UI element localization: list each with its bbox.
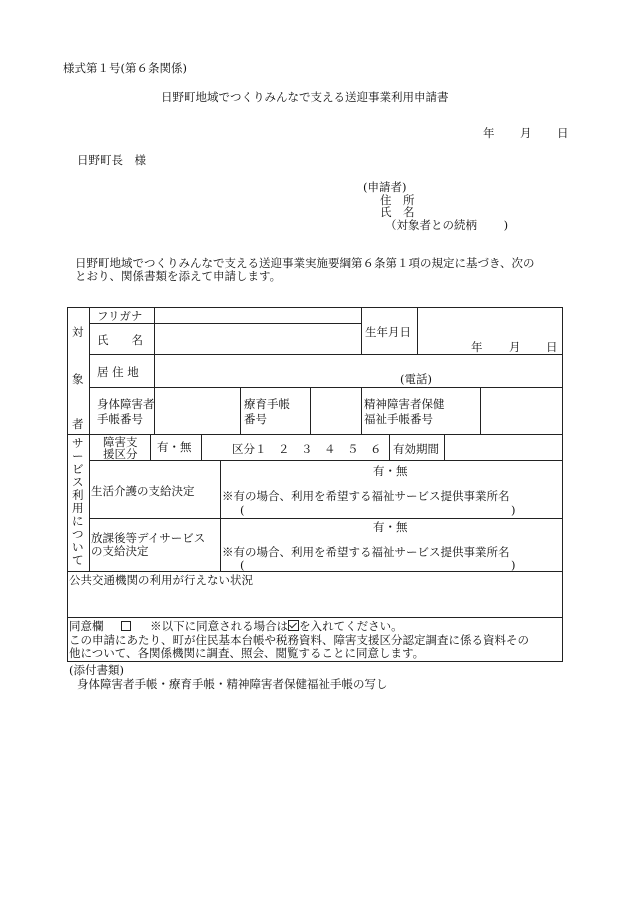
after-school-paren-close: ) (511, 558, 516, 572)
service-label-2: ー (72, 449, 84, 463)
intro-line-2: とおり、関係書類を添えて申請します。 (75, 269, 282, 283)
residence-label: 居 住 地 (97, 365, 139, 379)
transit-status-label: 公共交通機関の利用が行えない状況 (69, 573, 253, 587)
consent-text-1: この申請にあたり、町が住民基本台帳や税務資料、障害支援区分認定調査に係る資料その (69, 633, 529, 647)
service-label-6: 用 (72, 501, 84, 515)
service-label-5: 利 (72, 488, 84, 502)
service-label-1: サ (72, 436, 84, 450)
applicant-label: (申請者) (363, 180, 407, 194)
consent-note-post: を入れてください。 (299, 619, 403, 633)
life-care-label: 生活介護の支給決定 (91, 484, 195, 498)
phone-label: (電話) (400, 372, 432, 386)
disability-class-label-2: 援区分 (103, 447, 138, 461)
physical-cert-label-2: 手帳番号 (97, 412, 143, 426)
birth-month: 月 (509, 340, 521, 354)
consent-note-pre: ※以下に同意される場合は (150, 619, 289, 633)
mental-cert-label-1: 精神障害者保健 (364, 397, 445, 411)
physical-cert-label-1: 身体障害者 (97, 397, 155, 411)
date-month: 月 (520, 126, 532, 140)
service-label-7: に (72, 514, 84, 528)
after-school-has-none[interactable]: 有・無 (373, 520, 408, 534)
mental-cert-label-2: 福祉手帳番号 (364, 412, 433, 426)
service-label-3: ビ (72, 462, 84, 476)
birth-day: 日 (546, 340, 558, 354)
consent-checkbox[interactable] (121, 621, 131, 631)
disability-class-numbers[interactable]: 区分１ ２ ３ ４ ５ ６ (232, 442, 382, 456)
life-care-note: ※有の場合、利用を希望する福祉サービス提供事業所名 (222, 489, 510, 503)
after-school-label-2: の支給決定 (91, 544, 149, 558)
attachments-label: (添付書類) (69, 663, 124, 677)
disability-class-label-1: 障害支 (103, 435, 138, 449)
consent-label: 同意欄 (69, 619, 104, 633)
after-school-note: ※有の場合、利用を希望する福祉サービス提供事業所名 (222, 545, 510, 559)
rehab-cert-label-2: 番号 (244, 412, 267, 426)
check-icon (288, 620, 299, 631)
target-label-2: 象 (72, 372, 84, 386)
service-label-9: い (72, 540, 84, 554)
applicant-name: 氏 名 (380, 205, 415, 219)
after-school-label-1: 放課後等デイサービス (91, 531, 206, 545)
addressee: 日野町長 様 (77, 153, 146, 167)
consent-row (69, 619, 403, 633)
disability-has-none[interactable]: 有・無 (157, 440, 192, 454)
birthdate-label: 生年月日 (365, 325, 411, 339)
name-label: 氏 名 (97, 333, 143, 347)
attachments-item: 身体障害者手帳・療育手帳・精神障害者保健福祉手帳の写し (77, 677, 388, 691)
life-care-paren-open: ( (240, 503, 245, 517)
form-number: 様式第１号(第６条関係) (63, 61, 187, 75)
applicant-relation: （対象者との続柄 ) (385, 218, 509, 232)
applicant-address: 住 所 (380, 193, 415, 207)
service-label-8: つ (72, 527, 84, 541)
date-day: 日 (557, 126, 569, 140)
target-label-1: 対 (72, 325, 84, 339)
life-care-paren-close: ) (511, 503, 516, 517)
consent-text-2: 他について、各関係機関に調査、照会、閲覧することに同意します。 (69, 646, 425, 660)
date-year: 年 (483, 126, 495, 140)
life-care-has-none[interactable]: 有・無 (373, 464, 408, 478)
valid-period-label: 有効期間 (393, 442, 439, 456)
furigana-label: フリガナ (97, 309, 143, 323)
service-label-4: ス (72, 475, 84, 489)
birth-year: 年 (471, 340, 483, 354)
after-school-paren-open: ( (240, 558, 245, 572)
document-title: 日野町地域でつくりみんなで支える送迎事業利用申請書 (161, 90, 449, 104)
intro-line-1: 日野町地域でつくりみんなで支える送迎事業実施要綱第６条第１項の規定に基づき、次の (75, 256, 535, 270)
target-label-3: 者 (72, 417, 84, 431)
service-label-10: て (72, 553, 84, 567)
rehab-cert-label-1: 療育手帳 (244, 397, 290, 411)
